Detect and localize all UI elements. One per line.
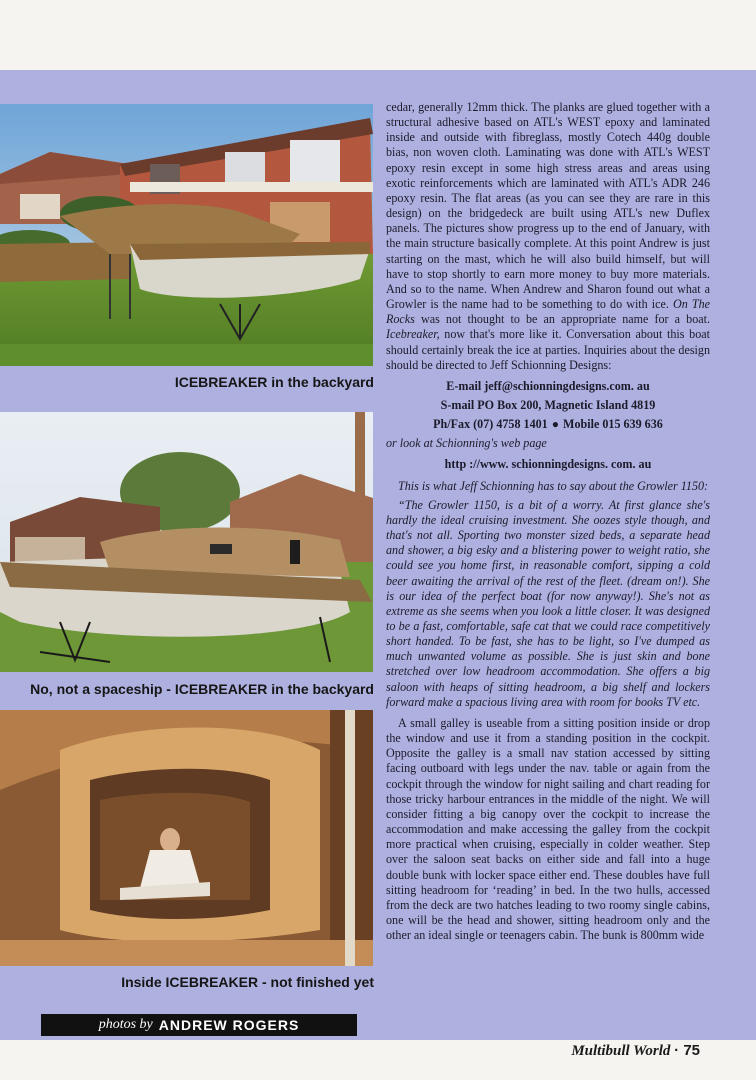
contact-email: E-mail jeff@schionningdesigns.com. au: [446, 378, 650, 393]
p1-emphasis-on-the-rocks: On The Rocks: [386, 297, 710, 327]
bullet-icon: ●: [551, 417, 560, 432]
p1-text-b: was not thought to be an appropriate name for a boat.: [421, 312, 710, 327]
footer-dot: ·: [674, 1042, 684, 1059]
web-intro: or look at Schionning's web page: [386, 436, 547, 451]
article-paragraph-1: [386, 100, 710, 373]
web-address: http ://www. schionningdesigns. com. au: [444, 457, 652, 472]
credit-name: ANDREW ROGERS: [158, 1017, 300, 1033]
photo-backyard-house: [0, 104, 373, 366]
article-text-column: [386, 100, 710, 943]
photo-credit-bar: [41, 1014, 357, 1036]
p1-text-c: now that's more like it. Conversation about this boat should certainly break the ice at parties. Inquiries about the design should be directed to Jeff Schionning Designs:: [386, 327, 710, 372]
contact-smail: S-mail PO Box 200, Magnetic Island 4819: [440, 397, 656, 412]
designer-quote: “The Growler 1150, is a bit of a worry. At first glance she's hardly the ideal cruising investment. She oozes style though, and that's not all. Sporting two monster sized beds, a separate head and shower, a big esky and a blistering power to weight ratio, she could see you home first, in reasonable comfort, sipping a cold beer awaiting the arrival of the rest of the fleet. (dream on!). She is our idea of the perfect boat (for now anyway!). She's not as extreme as she seems when you look a little closer. It was designed to be a fast, comfortable, safe cat that we could race competitively short handed. To be fast, she has to be light, so I've dumped as much unwanted volume as possible. She is just skin and bone stretched over low headroom accommodation. She offers a big saloon with heaps of sitting headroom, a big shelf and lockers forward make a spacious living area with room for books TV etc.: [386, 497, 710, 709]
contact-phone-row: [386, 417, 710, 432]
p1-emphasis-icebreaker: Icebreaker,: [386, 327, 440, 342]
contact-phfax: Ph/Fax (07) 4758 1401: [433, 417, 548, 432]
article-paragraph-2: A small galley is useable from a sitting position inside or drop the window and use it from a standing position in the cockpit. Opposite the galley is a small nav station accessed by sitting facing outboard with legs under the nav. table or again from the cockpit through the window for night sailing and chart reading for those tricky harbour entrances in the middle of the night. We will consider fitting a big canopy over the cockpit to increase the accommodation and make accessing the galley from the cockpit more practical when cruising, especially in colder weather. Step over the saloon seat backs on either side and fall into a huge double bunk with locker space either end. These doubles have full sitting headroom for ‘reading’ in bed. In the two hulls, accessed from the deck are two hatches leading to two roomy single cabins, one will be the head and shower, sitting headroom only and the other an ideal single or teenagers cabin. The bunk is 800mm wide: [386, 715, 710, 943]
p1-text: cedar, generally 12mm thick. The planks are glued together with a structural adhesive based on ATL's WEST epoxy and laminated inside and outside with fibreglass, mostly Cotech 440g double bias, non woven cloth. Laminating was done with ATL's WEST epoxy resin except in some high stress areas and areas using exotic reinforcements which are laminated with ATL's ADR 246 epoxy resin. The flat areas (as you can see they are rare in this design) on the bridgedeck are built using ATL's new Duflex panels. The pictures show progress up to the end of January, with the main structure basically complete. At this point Andrew is just starting on the mast, which he will also build himself, but will have to stop shortly to earn more money to buy more materials. And so to the name. When Andrew and Sharon found out what a Growler is the name had to be something to do with ice.: [386, 100, 710, 312]
quote-intro: This is what Jeff Schionning has to say about the Growler 1150:: [398, 478, 709, 493]
photo-interior-worker: [0, 710, 373, 966]
caption-photo2: No, not a spaceship - ICEBREAKER in the backyard: [30, 681, 374, 697]
credit-by: photos by: [98, 1017, 153, 1032]
page-footer: [571, 1042, 700, 1060]
caption-photo3: Inside ICEBREAKER - not finished yet: [121, 974, 374, 990]
photo-spaceship-hull: [0, 412, 373, 672]
footer-magazine-name: Multibull World: [571, 1043, 671, 1059]
caption-photo1: ICEBREAKER in the backyard: [174, 374, 374, 390]
footer-page-number: 75: [683, 1042, 700, 1059]
contact-mobile: Mobile 015 639 636: [563, 417, 663, 432]
